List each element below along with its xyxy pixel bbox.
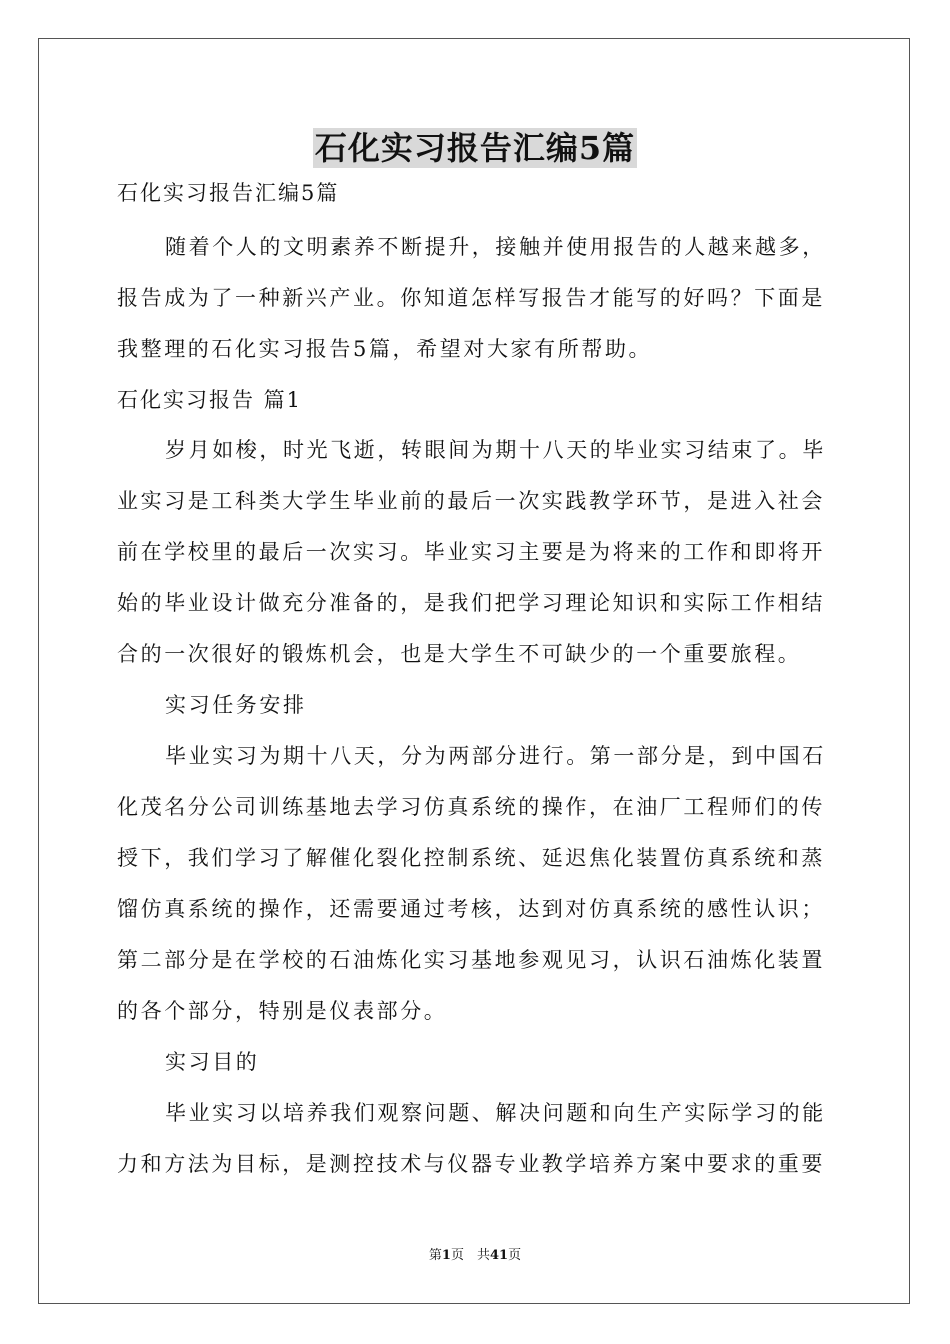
paragraph-line: 业实习是工科类大学生毕业前的最后一次实践教学环节，是进入社会 xyxy=(117,489,825,513)
paragraph-line: 报告成为了一种新兴产业。你知道怎样写报告才能写的好吗？下面是 xyxy=(117,286,825,310)
tasks-heading-block xyxy=(117,680,833,731)
paragraph-line: 毕业实习为期十八天，分为两部分进行。第一部分是，到中国石 xyxy=(165,744,826,768)
title-area xyxy=(0,128,950,168)
paragraph-line: 授下，我们学习了解催化裂化控制系统、延迟焦化装置仿真系统和蒸 xyxy=(117,846,825,870)
paragraph-1 xyxy=(117,425,833,680)
footer-suffix: 页 xyxy=(508,1248,522,1263)
paragraph-line: 我整理的石化实习报告5篇，希望对大家有所帮助。 xyxy=(117,337,653,361)
paragraph-line: 始的毕业设计做充分准备的，是我们把学习理论知识和实际工作相结 xyxy=(117,591,825,615)
footer-prefix: 第 xyxy=(428,1248,442,1263)
goals-heading-block xyxy=(117,1037,833,1088)
footer-total-pages: 41 xyxy=(489,1248,509,1263)
paragraph-line: 第二部分是在学校的石油炼化实习基地参观见习，认识石油炼化装置 xyxy=(117,948,825,972)
paragraph-line: 合的一次很好的锻炼机会，也是大学生不可缺少的一个重要旅程。 xyxy=(117,642,802,666)
footer-mid: 页 共 xyxy=(450,1248,490,1263)
paragraph-line: 岁月如梭，时光飞逝，转眼间为期十八天的毕业实习结束了。毕 xyxy=(165,438,826,462)
section-heading: 石化实习报告 篇1 xyxy=(117,388,303,412)
paragraph-2 xyxy=(117,731,833,1037)
paragraph-line: 的各个部分，特别是仪表部分。 xyxy=(117,999,448,1023)
footer-page-number: 1 xyxy=(441,1248,451,1263)
document-body xyxy=(117,178,833,1190)
paragraph-line: 力和方法为目标，是测控技术与仪器专业教学培养方案中要求的重要 xyxy=(117,1152,825,1176)
subheading-goals: 实习目的 xyxy=(165,1050,260,1074)
paragraph-3 xyxy=(117,1088,833,1190)
paragraph-line: 随着个人的文明素养不断提升，接触并使用报告的人越来越多， xyxy=(165,235,826,259)
document-subtitle: 石化实习报告汇编5篇 xyxy=(117,181,340,205)
paragraph-line: 毕业实习以培养我们观察问题、解决问题和向生产实际学习的能 xyxy=(165,1101,826,1125)
intro-paragraph xyxy=(117,222,833,375)
subheading-tasks: 实习任务安排 xyxy=(165,693,307,717)
document-title: 石化实习报告汇编5篇 xyxy=(314,129,636,167)
page-footer xyxy=(0,1247,950,1265)
paragraph-line: 化茂名分公司训练基地去学习仿真系统的操作，在油厂工程师们的传 xyxy=(117,795,825,819)
paragraph-line: 前在学校里的最后一次实习。毕业实习主要是为将来的工作和即将开 xyxy=(117,540,825,564)
paragraph-line: 馏仿真系统的操作，还需要通过考核，达到对仿真系统的感性认识； xyxy=(117,897,825,921)
